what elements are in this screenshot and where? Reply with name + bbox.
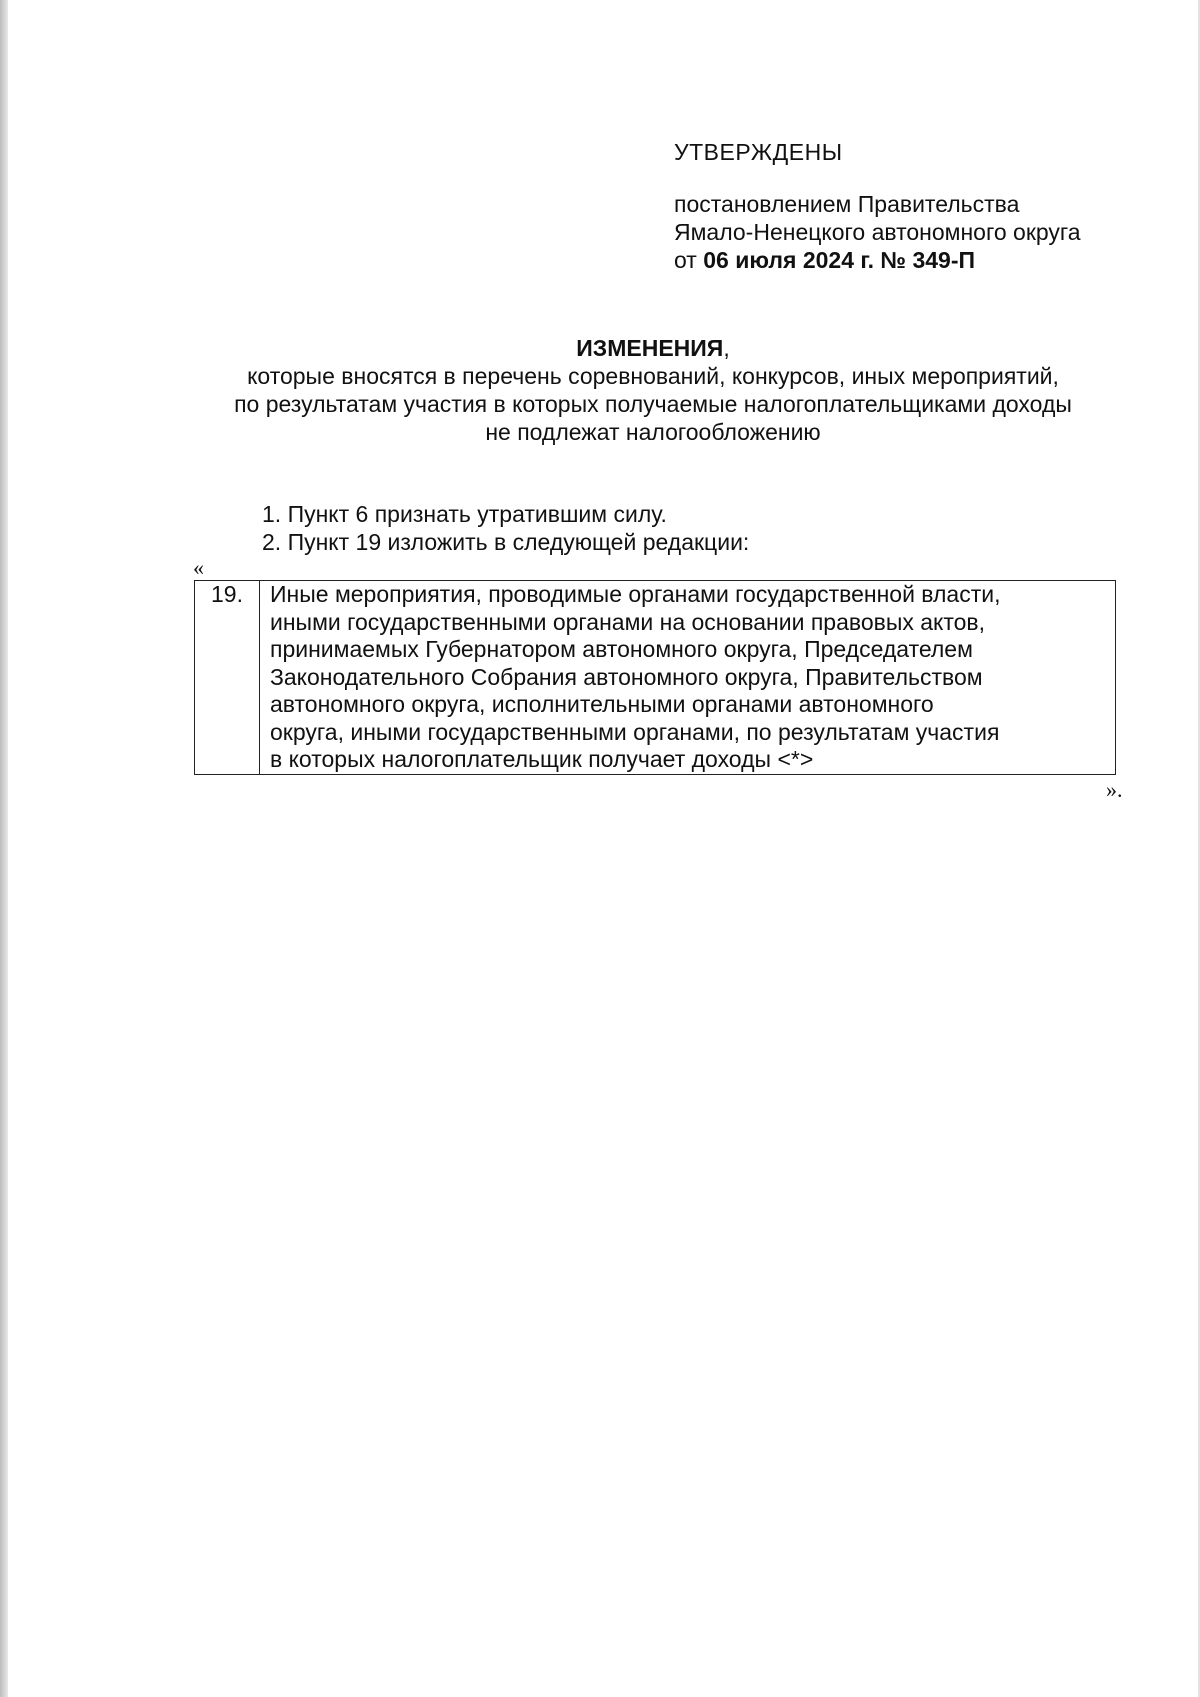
document-subtitle-line-1: которые вносятся в перечень соревнований, конкурсов, иных мероприятий, <box>247 363 1059 389</box>
approval-date-line <box>674 246 1081 274</box>
document-title: ИЗМЕНЕНИЯ <box>576 335 724 361</box>
document-subtitle-line-2: по результатам участия в которых получаемые налогоплательщиками доходы <box>234 391 1072 417</box>
scan-edge-left <box>0 0 8 1697</box>
document-heading <box>180 334 1126 446</box>
table-text-line-7: в которых налогоплательщик получает доходы <*> <box>270 746 814 772</box>
amendment-items <box>262 500 749 556</box>
document-title-suffix: , <box>723 335 730 361</box>
document-title-line <box>180 334 1126 362</box>
table-text-line-3: принимаемых Губернатором автономного округа, Председателем <box>270 636 973 662</box>
table-row <box>195 581 1116 775</box>
table-text-line-5: автономного округа, исполнительными органами автономного <box>270 691 934 717</box>
table-text-line-2: иными государственными органами на основании правовых актов, <box>270 608 986 635</box>
amendment-item-1: 1. Пункт 6 признать утратившим силу. <box>262 501 667 527</box>
approval-stamp-text: УТВЕРЖДЕНЫ <box>674 139 843 165</box>
closing-quote: ». <box>1106 777 1123 802</box>
approval-date-prefix: от <box>674 247 697 273</box>
approval-block <box>674 138 1081 274</box>
amendment-table <box>194 580 1116 775</box>
amendment-item-2: 2. Пункт 19 изложить в следующей редакции: <box>262 529 750 555</box>
document-subtitle-line-3: не подлежат налогообложению <box>485 419 821 445</box>
table-text-line-4: Законодательного Собрания автономного округа, Правительством <box>270 663 983 690</box>
opening-quote: « <box>193 555 204 580</box>
table-cell-number: 19. <box>195 581 260 775</box>
approval-line-2: Ямало-Ненецкого автономного округа <box>674 219 1081 245</box>
approval-line-1: постановлением Правительства <box>674 191 1020 217</box>
table-cell-text <box>260 581 1116 775</box>
table-text-line-6: округа, иными государственными органами, по результатам участия <box>270 718 1000 745</box>
table-text-line-1: Иные мероприятия, проводимые органами государственной власти, <box>270 581 1001 607</box>
approval-date-value: 06 июля 2024 г. № 349-П <box>703 247 976 273</box>
